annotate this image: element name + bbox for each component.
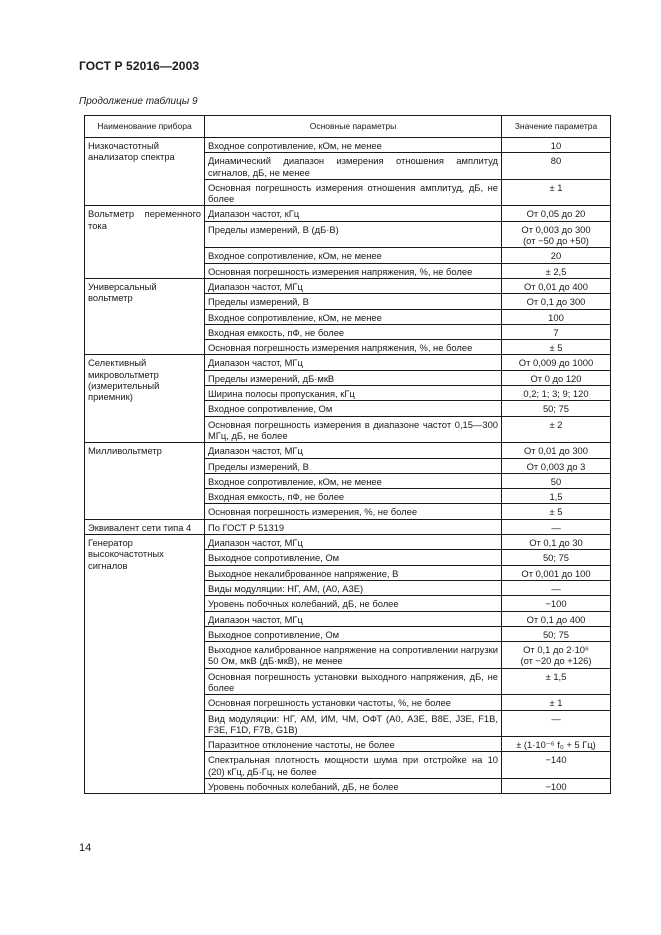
parameter-cell: Основная погрешность измерения напряжения, %, не более xyxy=(205,263,502,278)
value-cell: От 0,1 до 2·10⁶ (от −20 до +126) xyxy=(502,642,611,669)
table-header-row xyxy=(85,116,611,138)
value-cell: 50; 75 xyxy=(502,401,611,416)
device-name-cell: Универсальный вольтметр xyxy=(85,278,205,354)
value-cell: — xyxy=(502,580,611,595)
parameter-cell: Виды модуляции: НГ, АМ, (А0, А3Е) xyxy=(205,580,502,595)
value-cell: От 0,003 до 3 xyxy=(502,458,611,473)
value-cell: От 0,1 до 30 xyxy=(502,535,611,550)
value-cell: 100 xyxy=(502,309,611,324)
parameter-cell: Входная емкость, пФ, не более xyxy=(205,324,502,339)
device-name-cell: Вольтметр переменного тока xyxy=(85,206,205,278)
table-row xyxy=(85,138,611,153)
parameter-cell: Диапазон частот, МГц xyxy=(205,278,502,293)
parameter-cell: Входное сопротивление, кОм, не менее xyxy=(205,309,502,324)
parameter-cell: Основная погрешность измерения, %, не более xyxy=(205,504,502,519)
parameter-cell: Паразитное отклонение частоты, не более xyxy=(205,737,502,752)
parameter-cell: Основная погрешность установки частоты, %, не более xyxy=(205,695,502,710)
parameter-cell: Диапазон частот, МГц xyxy=(205,611,502,626)
document-code: ГОСТ Р 52016—2003 xyxy=(79,59,200,73)
value-cell: 7 xyxy=(502,324,611,339)
value-cell: −140 xyxy=(502,752,611,779)
column-header-parameters: Основные параметры xyxy=(205,116,502,138)
value-cell: 50 xyxy=(502,473,611,488)
value-cell: — xyxy=(502,519,611,534)
parameter-cell: Основная погрешность установки выходного напряжения, дБ, не более xyxy=(205,668,502,695)
value-cell: 80 xyxy=(502,153,611,180)
parameter-cell: Вид модуляции: НГ, АМ, ИМ, ЧМ, ОФТ (А0, А3Е, В8Е, J3E, F1B, F3E, F1D, F7B, G1B) xyxy=(205,710,502,737)
parameter-cell: Выходное сопротивление, Ом xyxy=(205,550,502,565)
value-cell: От 0 до 120 xyxy=(502,370,611,385)
column-header-value: Значение параметра xyxy=(502,116,611,138)
parameter-cell: По ГОСТ Р 51319 xyxy=(205,519,502,534)
parameter-cell: Выходное сопротивление, Ом xyxy=(205,626,502,641)
value-cell: 10 xyxy=(502,138,611,153)
value-cell: 50; 75 xyxy=(502,550,611,565)
parameter-cell: Диапазон частот, кГц xyxy=(205,206,502,221)
parameter-cell: Динамический диапазон измерения отношения амплитуд сигналов, дБ, не менее xyxy=(205,153,502,180)
parameter-cell: Выходное калиброванное напряжение на сопротивлении нагрузки 50 Ом, мкВ (дБ·мкВ), не менее xyxy=(205,642,502,669)
parameter-cell: Пределы измерений, В (дБ·В) xyxy=(205,221,502,248)
value-cell: ± 2,5 xyxy=(502,263,611,278)
value-cell: От 0,05 до 20 xyxy=(502,206,611,221)
column-header-device: Наименование прибора xyxy=(85,116,205,138)
table-row xyxy=(85,519,611,534)
parameters-table xyxy=(84,115,611,794)
value-cell: 50; 75 xyxy=(502,626,611,641)
parameter-cell: Входное сопротивление, кОм, не менее xyxy=(205,248,502,263)
value-cell: ± 1 xyxy=(502,695,611,710)
value-cell: 20 xyxy=(502,248,611,263)
value-cell: — xyxy=(502,710,611,737)
value-cell: От 0,01 до 400 xyxy=(502,278,611,293)
parameter-cell: Пределы измерений, В xyxy=(205,294,502,309)
parameter-cell: Ширина полосы пропускания, кГц xyxy=(205,386,502,401)
parameter-cell: Уровень побочных колебаний, дБ, не более xyxy=(205,596,502,611)
value-cell: ± 5 xyxy=(502,504,611,519)
device-name-cell: Селективный микровольтметр (измерительный приемник) xyxy=(85,355,205,443)
parameter-cell: Основная погрешность измерения в диапазоне частот 0,15—300 МГц, дБ, не более xyxy=(205,416,502,443)
device-name-cell: Милливольтметр xyxy=(85,443,205,519)
parameter-cell: Выходное некалиброванное напряжение, В xyxy=(205,565,502,580)
table-row xyxy=(85,278,611,293)
parameter-cell: Диапазон частот, МГц xyxy=(205,535,502,550)
value-cell: −100 xyxy=(502,779,611,794)
value-cell: От 0,1 до 300 xyxy=(502,294,611,309)
table-caption: Продолжение таблицы 9 xyxy=(79,96,198,107)
value-cell: ± (1·10⁻⁶ f₀ + 5 Гц) xyxy=(502,737,611,752)
table-body xyxy=(85,138,611,794)
page-number: 14 xyxy=(79,842,92,854)
parameter-cell: Пределы измерений, дБ·мкВ xyxy=(205,370,502,385)
value-cell: От 0,003 до 300 (от −50 до +50) xyxy=(502,221,611,248)
value-cell: ± 2 xyxy=(502,416,611,443)
parameter-cell: Входное сопротивление, Ом xyxy=(205,401,502,416)
device-name-cell: Низкочастотный анализатор спектра xyxy=(85,138,205,206)
table-row xyxy=(85,355,611,370)
parameter-cell: Пределы измерений, В xyxy=(205,458,502,473)
value-cell: ± 1 xyxy=(502,179,611,206)
parameter-cell: Диапазон частот, МГц xyxy=(205,443,502,458)
table-row xyxy=(85,206,611,221)
value-cell: От 0,1 до 400 xyxy=(502,611,611,626)
value-cell: 1,5 xyxy=(502,489,611,504)
value-cell: От 0,01 до 300 xyxy=(502,443,611,458)
parameter-cell: Диапазон частот, МГц xyxy=(205,355,502,370)
value-cell: −100 xyxy=(502,596,611,611)
parameter-cell: Уровень побочных колебаний, дБ, не более xyxy=(205,779,502,794)
table-row xyxy=(85,443,611,458)
device-name-cell: Генератор высокочастотных сигналов xyxy=(85,535,205,794)
parameter-cell: Спектральная плотность мощности шума при отстройке на 10 (20) кГц, дБ·Гц, не более xyxy=(205,752,502,779)
value-cell: От 0,001 до 100 xyxy=(502,565,611,580)
value-cell: ± 5 xyxy=(502,340,611,355)
device-name-cell: Эквивалент сети типа 4 xyxy=(85,519,205,534)
value-cell: 0,2; 1; 3; 9; 120 xyxy=(502,386,611,401)
table-row xyxy=(85,535,611,550)
parameter-cell: Основная погрешность измерения напряжения, %, не более xyxy=(205,340,502,355)
parameter-cell: Входная емкость, пФ, не более xyxy=(205,489,502,504)
parameter-cell: Входное сопротивление, кОм, не менее xyxy=(205,473,502,488)
value-cell: От 0,009 до 1000 xyxy=(502,355,611,370)
parameter-cell: Входное сопротивление, кОм, не менее xyxy=(205,138,502,153)
value-cell: ± 1,5 xyxy=(502,668,611,695)
parameter-cell: Основная погрешность измерения отношения амплитуд, дБ, не более xyxy=(205,179,502,206)
